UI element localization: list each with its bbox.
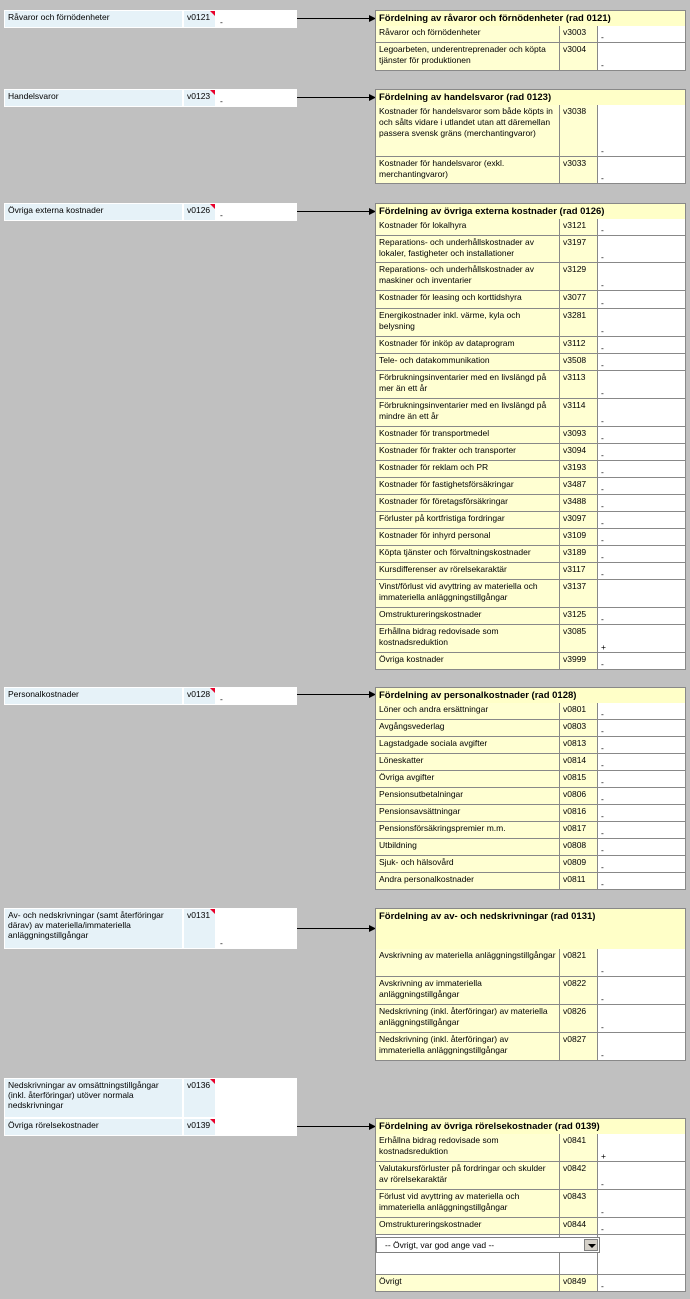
row-value-cell[interactable]: [598, 1005, 685, 1032]
row-value-cell[interactable]: [598, 444, 685, 460]
row-label: Kostnader för transportmedel: [376, 427, 560, 443]
row-code: v3121: [560, 219, 598, 235]
value-text: -: [601, 467, 604, 477]
table-row: [375, 219, 686, 236]
row-value-cell[interactable]: [598, 371, 685, 398]
table-row: [375, 26, 686, 43]
value-text: -: [601, 614, 604, 624]
arrow-connector-icon: [297, 1122, 376, 1131]
main-row-value-cell[interactable]: [216, 89, 297, 107]
row-value-cell[interactable]: [598, 43, 685, 70]
row-code: v3112: [560, 337, 598, 353]
table-row: [375, 478, 686, 495]
row-value-cell[interactable]: [598, 563, 685, 579]
row-label: Löner och andra ersättningar: [376, 703, 560, 719]
table-row: [375, 371, 686, 399]
main-row-value-cell[interactable]: [216, 203, 297, 221]
table-row: [375, 263, 686, 291]
row-code: v3033: [560, 157, 598, 183]
section-title: Fördelning av övriga externa kostnader (rad 0126): [375, 203, 686, 219]
row-label: Kostnader för handelsvaror som både köpts in och sålts vidare i utlandet utan att däremellan passera svensk gräns (merchantingvaror): [376, 105, 560, 156]
row-code: v0842: [560, 1162, 598, 1189]
row-code: v0817: [560, 822, 598, 838]
row-code: v3487: [560, 478, 598, 494]
row-label: Övrigt: [376, 1275, 560, 1291]
value-text: -: [601, 252, 604, 262]
row-value-cell[interactable]: [598, 495, 685, 511]
table-row: [375, 771, 686, 788]
value-text: -: [220, 694, 223, 704]
value-text: -: [601, 845, 604, 855]
row-code: v3114: [560, 399, 598, 426]
row-code: v0849: [560, 1275, 598, 1291]
main-row-label: Handelsvaror: [4, 89, 183, 107]
row-label: Pensionsavsättningar: [376, 805, 560, 821]
chevron-down-icon[interactable]: [584, 1239, 598, 1251]
row-code: v0806: [560, 788, 598, 804]
value-text: -: [601, 280, 604, 290]
arrow-connector-icon: [297, 207, 376, 216]
row-label: Övriga kostnader: [376, 653, 560, 669]
table-row: [375, 1033, 686, 1061]
value-text: -: [601, 535, 604, 545]
table-row: [375, 337, 686, 354]
row-value-cell[interactable]: [598, 856, 685, 872]
row-value-cell[interactable]: [598, 1190, 685, 1217]
row-value-cell[interactable]: [598, 427, 685, 443]
row-code: v3094: [560, 444, 598, 460]
value-text: -: [601, 552, 604, 562]
main-row-code: [183, 1118, 216, 1136]
row-code: v0844: [560, 1218, 598, 1234]
value-text: -: [601, 518, 604, 528]
section-title: Fördelning av av- och nedskrivningar (rad 0131): [375, 908, 686, 949]
row-code: v3137: [560, 580, 598, 607]
row-code: v0808: [560, 839, 598, 855]
table-row: [375, 43, 686, 71]
row-value-cell[interactable]: [598, 1218, 685, 1234]
table-row: [375, 1134, 686, 1162]
value-text: -: [601, 32, 604, 42]
table-row: [375, 461, 686, 478]
value-text: -: [601, 1022, 604, 1032]
table-row: [375, 625, 686, 653]
row-value-cell[interactable]: [598, 873, 685, 889]
row-value-cell[interactable]: [598, 839, 685, 855]
row-code: v3129: [560, 263, 598, 290]
row-code: v3193: [560, 461, 598, 477]
row-label: Kostnader för reklam och PR: [376, 461, 560, 477]
section-title: Fördelning av handelsvaror (rad 0123): [375, 89, 686, 105]
row-label: Nedskrivning (inkl. återföringar) av immateriella anläggningstillgångar: [376, 1033, 560, 1060]
row-label: Reparations- och underhållskostnader av lokaler, fastigheter och installationer: [376, 236, 560, 262]
section-title: Fördelning av råvaror och förnödenheter (rad 0121): [375, 10, 686, 26]
arrow-connector-icon: [297, 14, 376, 23]
main-row-code: [183, 203, 216, 221]
row-code: v3113: [560, 371, 598, 398]
value-text: -: [601, 416, 604, 426]
row-value-cell[interactable]: [598, 822, 685, 838]
row-value-cell[interactable]: [598, 703, 685, 719]
table-row: [375, 737, 686, 754]
row-label: Avgångsvederlag: [376, 720, 560, 736]
arrow-connector-icon: [297, 93, 376, 102]
table-row: [375, 949, 686, 977]
row-value-cell[interactable]: [598, 354, 685, 370]
table-row: [375, 495, 686, 512]
row-label: Energikostnader inkl. värme, kyla och belysning: [376, 309, 560, 336]
table-row: [375, 309, 686, 337]
row-value-cell[interactable]: [598, 1162, 685, 1189]
row-code: v3077: [560, 291, 598, 308]
row-label: Kostnader för lokalhyra: [376, 219, 560, 235]
value-text: -: [601, 450, 604, 460]
row-code: v3488: [560, 495, 598, 511]
row-value-cell[interactable]: [598, 1275, 685, 1291]
arrow-connector-icon: [297, 924, 376, 933]
row-code: v3125: [560, 608, 598, 624]
value-text: -: [601, 146, 604, 156]
table-row: [375, 291, 686, 309]
row-code: v0801: [560, 703, 598, 719]
table-row: [375, 1190, 686, 1218]
row-label: Förlust vid avyttring av materiella och immateriella anläggningstillgångar: [376, 1190, 560, 1217]
table-row: [375, 105, 686, 157]
code-text: v0126: [187, 205, 211, 215]
row-code: v0827: [560, 1033, 598, 1060]
row-value-cell[interactable]: [598, 291, 685, 308]
arrow-connector-icon: [297, 690, 376, 699]
table-row: [375, 703, 686, 720]
value-text: -: [601, 760, 604, 770]
row-value-cell[interactable]: [598, 653, 685, 669]
value-text: -: [601, 173, 604, 183]
row-code: v3097: [560, 512, 598, 528]
row-code: v0816: [560, 805, 598, 821]
value-text: +: [601, 642, 606, 652]
main-row-value-cell[interactable]: [216, 908, 297, 949]
row-label: Löneskatter: [376, 754, 560, 770]
row-value-cell[interactable]: [598, 1134, 685, 1161]
row-code: v3109: [560, 529, 598, 545]
row-code: v3093: [560, 427, 598, 443]
row-label: Sjuk- och hälsovård: [376, 856, 560, 872]
code-text: v0136: [187, 1080, 211, 1090]
row-code: v3508: [560, 354, 598, 370]
code-text: v0131: [187, 910, 211, 920]
row-value-cell[interactable]: [598, 625, 685, 652]
code-text: v0139: [187, 1120, 211, 1130]
row-code: v3085: [560, 625, 598, 652]
row-code: v0814: [560, 754, 598, 770]
row-label: Omstruktureringskostnader: [376, 1218, 560, 1234]
value-text: -: [601, 828, 604, 838]
row-code: v0821: [560, 949, 598, 976]
value-text: -: [601, 811, 604, 821]
table-row: [375, 805, 686, 822]
main-row-code: [183, 908, 216, 949]
table-row: [375, 1218, 686, 1235]
value-text: -: [601, 326, 604, 336]
value-text: -: [601, 966, 604, 976]
row-value-cell[interactable]: [598, 720, 685, 736]
main-row-code: [183, 687, 216, 705]
comment-marker-icon[interactable]: [210, 1079, 215, 1084]
row-code: v0822: [560, 977, 598, 1004]
comment-marker-icon[interactable]: [210, 688, 215, 693]
row-value-cell[interactable]: [598, 512, 685, 528]
main-row-value-cell[interactable]: [216, 10, 297, 28]
row-label: Tele- och datakommunikation: [376, 354, 560, 370]
row-code: v3197: [560, 236, 598, 262]
value-text: -: [601, 484, 604, 494]
row-value-cell[interactable]: [598, 337, 685, 353]
comment-marker-icon[interactable]: [210, 204, 215, 209]
row-label: Avskrivning av materiella anläggningstillgångar: [376, 949, 560, 976]
table-row: [375, 1005, 686, 1033]
value-text: -: [601, 1179, 604, 1189]
table-row: [375, 236, 686, 263]
code-text: v0121: [187, 12, 211, 22]
row-code: v0841: [560, 1134, 598, 1161]
value-text: -: [601, 1224, 604, 1234]
value-text: -: [601, 709, 604, 719]
row-value-cell[interactable]: [598, 771, 685, 787]
row-label: Kostnader för leasing och korttidshyra: [376, 291, 560, 308]
row-value-cell[interactable]: [598, 529, 685, 545]
row-code: v0809: [560, 856, 598, 872]
row-label: Lagstadgade sociala avgifter: [376, 737, 560, 753]
row-label: Valutakursförluster på fordringar och skulder av rörelsekaraktär: [376, 1162, 560, 1189]
row-label: Avskrivning av immateriella anläggningstillgångar: [376, 977, 560, 1004]
value-text: -: [601, 298, 604, 308]
row-value-cell[interactable]: [598, 399, 685, 426]
table-row: [375, 608, 686, 625]
row-label: Vinst/förlust vid avyttring av materiella och immateriella anläggningstillgångar: [376, 580, 560, 607]
row-value-cell[interactable]: [598, 309, 685, 336]
table-row: [375, 977, 686, 1005]
table-row: [375, 754, 686, 771]
row-value-cell[interactable]: [598, 263, 685, 290]
row-value-cell[interactable]: [598, 737, 685, 753]
row-label: Erhållna bidrag redovisade som kostnadsreduktion: [376, 625, 560, 652]
value-text: -: [220, 938, 223, 948]
row-label: Köpta tjänster och förvaltningskostnader: [376, 546, 560, 562]
table-row: [375, 873, 686, 890]
value-text: -: [601, 360, 604, 370]
row-label: Kostnader för inhyrd personal: [376, 529, 560, 545]
main-row-value-cell[interactable]: [216, 687, 297, 705]
comment-marker-icon[interactable]: [210, 11, 215, 16]
value-text: -: [601, 659, 604, 669]
value-text: -: [601, 388, 604, 398]
row-code: v3281: [560, 309, 598, 336]
table-row: [375, 444, 686, 461]
row-label: Övriga avgifter: [376, 771, 560, 787]
table-row: [375, 788, 686, 805]
row-value-cell[interactable]: [598, 580, 685, 607]
row-label: Pensionsutbetalningar: [376, 788, 560, 804]
row-code: v0811: [560, 873, 598, 889]
table-row: [375, 1162, 686, 1190]
row-label: Omstruktureringskostnader: [376, 608, 560, 624]
row-value-cell[interactable]: [598, 461, 685, 477]
value-text: -: [220, 96, 223, 106]
value-text: -: [601, 743, 604, 753]
comment-marker-icon[interactable]: [210, 909, 215, 914]
row-value-cell[interactable]: [598, 546, 685, 562]
row-code: v3003: [560, 26, 598, 42]
row-code: v0813: [560, 737, 598, 753]
row-code: v0826: [560, 1005, 598, 1032]
row-value-cell[interactable]: [598, 1033, 685, 1060]
value-text: -: [601, 569, 604, 579]
row-label: Kostnader för frakter och transporter: [376, 444, 560, 460]
value-text: -: [220, 210, 223, 220]
table-row: [375, 546, 686, 563]
main-row-label: Råvaror och förnödenheter: [4, 10, 183, 28]
row-label: Kostnader för handelsvaror (exkl. merchantingvaror): [376, 157, 560, 183]
row-code: v3117: [560, 563, 598, 579]
main-row-code: [183, 89, 216, 107]
row-code: v3189: [560, 546, 598, 562]
row-code: v3999: [560, 653, 598, 669]
main-row-label: Nedskrivningar av omsättningstillgångar (inkl. återföringar) utöver normala nedskrivningar: [4, 1078, 183, 1118]
row-label: Råvaror och förnödenheter: [376, 26, 560, 42]
table-row: [375, 157, 686, 184]
row-label: Förbrukningsinventarier med en livslängd på mindre än ett år: [376, 399, 560, 426]
code-text: v0128: [187, 689, 211, 699]
value-text: +: [601, 1151, 606, 1161]
table-row: [375, 822, 686, 839]
value-text: -: [601, 794, 604, 804]
row-label: Nedskrivning (inkl. återföringar) av materiella anläggningstillgångar: [376, 1005, 560, 1032]
row-label: Erhållna bidrag redovisade som kostnadsreduktion: [376, 1134, 560, 1161]
table-row: [375, 354, 686, 371]
table-row: [375, 720, 686, 737]
row-value-cell[interactable]: [598, 478, 685, 494]
value-text: -: [601, 225, 604, 235]
table-row: [375, 512, 686, 529]
select-value: -- Övrigt, var god ange vad --: [385, 1240, 495, 1250]
value-text: -: [601, 433, 604, 443]
row-label: Förluster på kortfristiga fordringar: [376, 512, 560, 528]
row-value-cell[interactable]: [598, 949, 685, 976]
value-text: -: [601, 1050, 604, 1060]
comment-marker-icon[interactable]: [210, 90, 215, 95]
value-text: -: [601, 726, 604, 736]
main-row-label: Av- och nedskrivningar (samt återföringar därav) av materiella/immateriella anläggningstillgångar: [4, 908, 183, 949]
table-row: [375, 529, 686, 546]
main-row-label: Personalkostnader: [4, 687, 183, 705]
row-value-cell[interactable]: [598, 105, 685, 156]
value-text: -: [601, 777, 604, 787]
value-text: -: [601, 879, 604, 889]
row-label: Kostnader för fastighetsförsäkringar: [376, 478, 560, 494]
comment-marker-icon[interactable]: [210, 1119, 215, 1124]
row-value-cell[interactable]: [598, 236, 685, 262]
main-row-code: [183, 1078, 216, 1118]
row-label: Legoarbeten, underentreprenader och köpta tjänster för produktionen: [376, 43, 560, 70]
row-code: v0815: [560, 771, 598, 787]
table-row: [375, 1275, 686, 1292]
main-row-code: [183, 10, 216, 28]
table-row: [375, 427, 686, 444]
main-row-label: Övriga externa kostnader: [4, 203, 183, 221]
row-label: Kostnader för företagsförsäkringar: [376, 495, 560, 511]
row-value-cell[interactable]: [598, 219, 685, 235]
value-text: -: [601, 343, 604, 353]
row-code: v3038: [560, 105, 598, 156]
value-text: -: [601, 862, 604, 872]
row-code: v3004: [560, 43, 598, 70]
value-text: -: [601, 60, 604, 70]
code-text: v0123: [187, 91, 211, 101]
table-row: [375, 653, 686, 670]
row-value-cell[interactable]: [598, 608, 685, 624]
row-value-cell[interactable]: [598, 157, 685, 183]
row-value-cell[interactable]: [598, 1235, 685, 1274]
row-label: Andra personalkostnader: [376, 873, 560, 889]
value-text: -: [601, 501, 604, 511]
row-value-cell[interactable]: [598, 26, 685, 42]
table-row: [375, 856, 686, 873]
main-row-value-cell[interactable]: [216, 1118, 297, 1136]
row-value-cell[interactable]: [598, 788, 685, 804]
table-row: [375, 399, 686, 427]
row-code: v0843: [560, 1190, 598, 1217]
row-label: Utbildning: [376, 839, 560, 855]
section-title: Fördelning av övriga rörelsekostnader (rad 0139): [375, 1118, 686, 1134]
value-text: -: [601, 1281, 604, 1291]
row-label: Kursdifferenser av rörelsekaraktär: [376, 563, 560, 579]
row-label: Kostnader för inköp av dataprogram: [376, 337, 560, 353]
value-text: -: [220, 17, 223, 27]
row-label: Pensionsförsäkringspremier m.m.: [376, 822, 560, 838]
row-value-cell[interactable]: [598, 977, 685, 1004]
row-value-cell[interactable]: [598, 754, 685, 770]
row-code: v0803: [560, 720, 598, 736]
other-category-select[interactable]: [376, 1237, 600, 1253]
section-title: Fördelning av personalkostnader (rad 0128): [375, 687, 686, 703]
row-label: Förbrukningsinventarier med en livslängd på mer än ett år: [376, 371, 560, 398]
table-row: [375, 563, 686, 580]
main-row-value-cell[interactable]: [216, 1078, 297, 1118]
table-row: [375, 839, 686, 856]
main-row-label: Övriga rörelsekostnader: [4, 1118, 183, 1136]
row-value-cell[interactable]: [598, 805, 685, 821]
table-row: [375, 580, 686, 608]
value-text: -: [601, 1207, 604, 1217]
value-text: -: [601, 994, 604, 1004]
row-label: Reparations- och underhållskostnader av maskiner och inventarier: [376, 263, 560, 290]
